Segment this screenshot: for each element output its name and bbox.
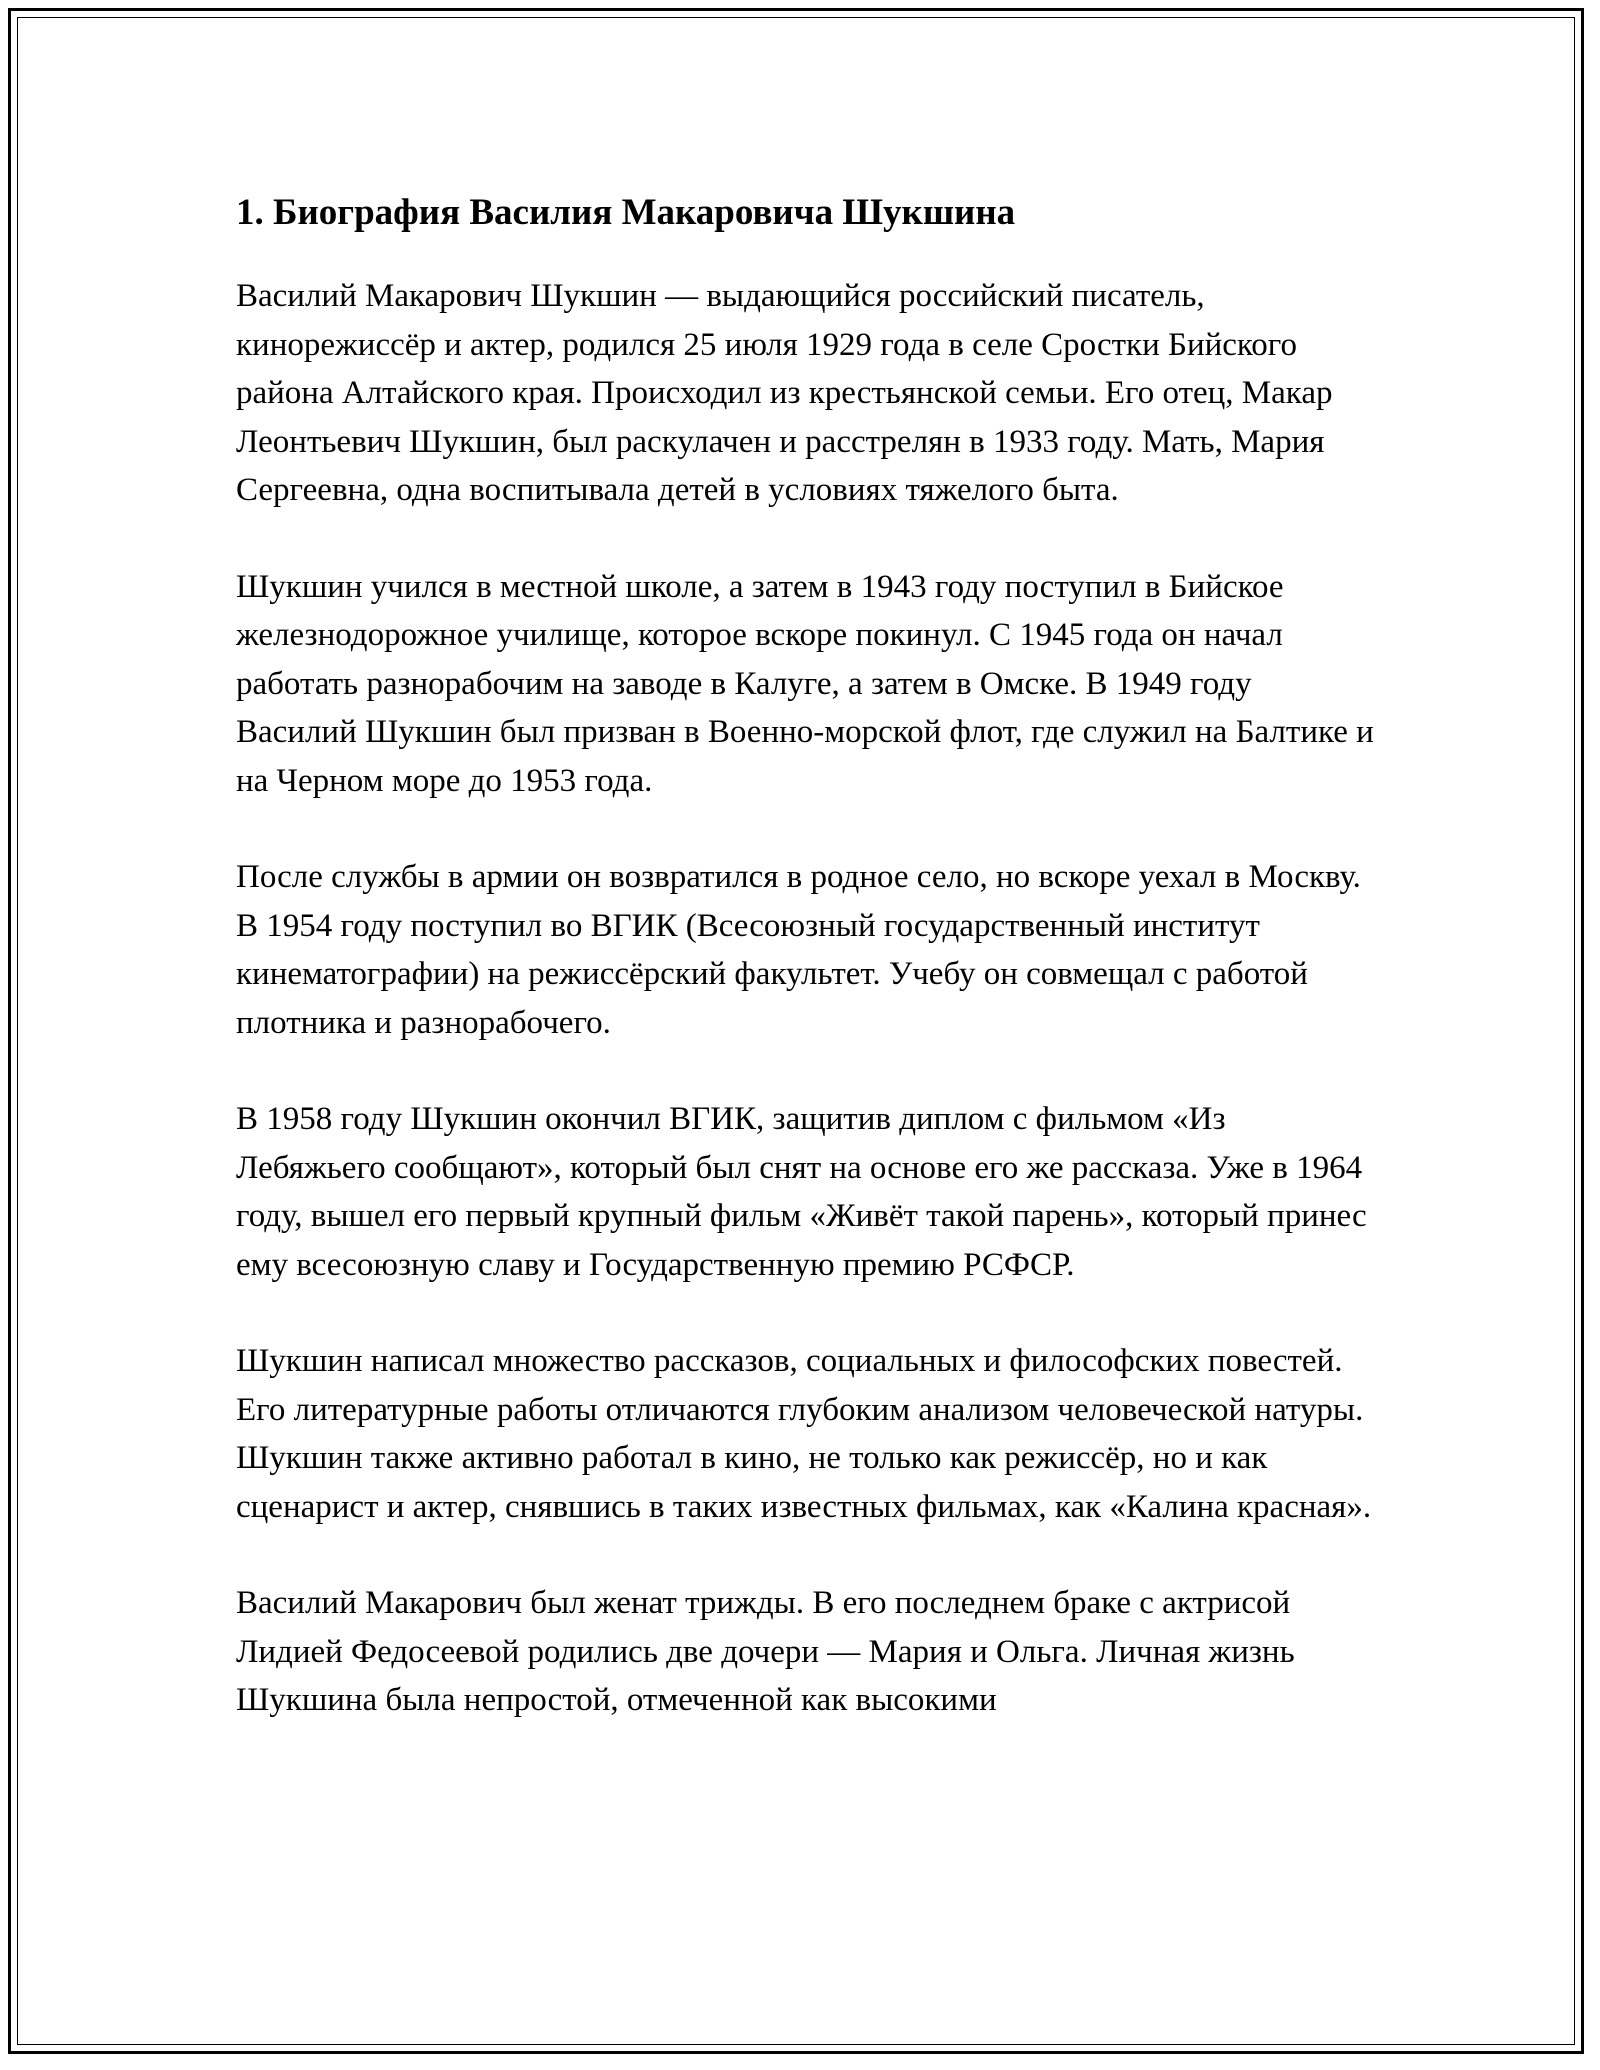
document-content [236, 186, 1376, 1773]
section-heading: 1. Биография Василия Макаровича Шукшина [236, 192, 1016, 233]
paragraph-3: После службы в армии он возвратился в родное село, но вскоре уехал в Москву. В 1954 году поступил во ВГИК (Всесоюзный государственный институт кинематографии) на режиссёрский факультет. Учебу он совмещал с работой плотника и разнорабочего. [236, 859, 1361, 1041]
paragraph-5: Шукшин написал множество рассказов, социальных и философских повестей. Его литературные работы отличаются глубоким анализом человеческой натуры. Шукшин также активно работал в кино, не только как режиссёр, но и как сценарист и актер, снявшись в таких известных фильмах, как «Калина красная». [236, 1343, 1372, 1525]
paragraph-1: Василий Макарович Шукшин — выдающийся российский писатель, кинорежиссёр и актер, родился 25 июля 1929 года в селе Сростки Бийского района Алтайского края. Происходил из крестьянской семьи. Его отец, Макар Леонтьевич Шукшин, был раскулачен и расстрелян в 1933 году. Мать, Мария Сергеевна, одна воспитывала детей в условиях тяжелого быта. [236, 278, 1333, 508]
paragraph-2: Шукшин учился в местной школе, а затем в 1943 году поступил в Бийское железнодорожное училище, которое вскоре покинул. С 1945 года он начал работать разнорабочим на заводе в Калуге, а затем в Омске. В 1949 году Василий Шукшин был призван в Военно-морской флот, где служил на Балтике и на Черном море до 1953 года. [236, 568, 1374, 799]
paragraph-4: В 1958 году Шукшин окончил ВГИК, защитив диплом с фильмом «Из Лебяжьего сообщают», который был снят на основе его же рассказа. Уже в 1964 году, вышел его первый крупный фильм «Живёт такой парень», который принес ему всесоюзную славу и Государственную премию РСФСР. [236, 1101, 1367, 1283]
paragraph-6: Василий Макарович был женат трижды. В его последнем браке с актрисой Лидией Федосеевой родились две дочери — Мария и Ольга. Личная жизнь Шукшина была непростой, отмеченной как высокими [236, 1585, 1295, 1718]
